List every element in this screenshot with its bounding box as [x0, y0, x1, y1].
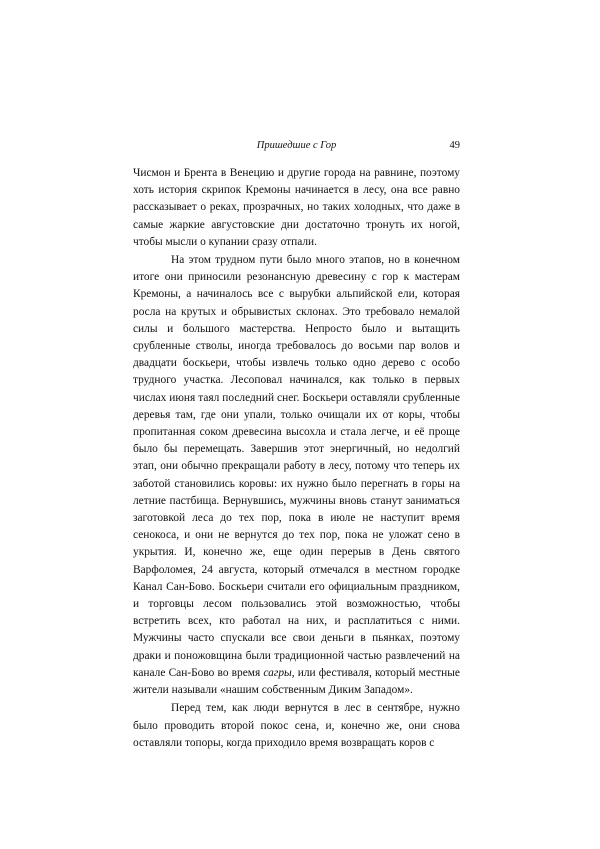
body-text: [133, 165, 460, 752]
paragraph-1: Чисмон и Брента в Венецию и другие города на равнине, поэтому хоть история скрипок Кремоны начинается в лесу, она все равно рассказывает о реках, прозрачных, но таких холодных, что даже в самые жаркие августовские дни достаточно тронуть их ногой, чтобы мысли о купании сразу отпали.: [133, 167, 460, 248]
running-title: Пришедшие с Гор: [256, 140, 337, 151]
paragraph-2: [133, 252, 460, 699]
paragraph-2-italic-term: сагры,: [263, 666, 295, 679]
paragraph-2-text-after: или фестиваля, который местные жители называли «нашим собственным Диким Западом».: [133, 666, 460, 697]
page-number: 49: [449, 140, 460, 151]
page-header: [133, 140, 460, 156]
paragraph-2-text-before: На этом трудном пути было много этапов, но в конечном итоге они приносили резонансную древесину с гор к мастерам Кремоны, а начиналось все с вырубки альпийской ели, которая росла на крутых и обрывистых склонах. Это требовало немалой силы и большого мастерства. Непросто было и вытащить срубленные стволы, иногда требовалось до восьми пар волов и двадцати боскьери, чтобы извлечь только одно дерево с особо трудного участка. Лесоповал начинался, как только в первых числах июня таял последний снег. Боскьери оставляли срубленные деревья там, где они упали, только очищали их от коры, чтобы пропитанная соком древесина высохла и стала легче, и её проще было бы перемещать. Завершив этот энергичный, но недолгий этап, они обычно прекращали работу в лесу, потому что теперь их заботой становились коровы: их нужно было перегнать в горы на летние пастбища. Вернувшись, мужчины вновь станут заниматься заготовкой леса до тех пор, пока в июле не наступит время сенокоса, и они не вернутся до тех пор, пока не уложат сено в укрытия. И, конечно же, еще один перерыв в День святого Варфоломея, 24 августа, который отмечался в местном городке Канал Сан-Бово. Боскьери считали его официальным праздником, и торговцы лесом пользовались этой возможностью, чтобы встретить всех, кто работал на них, и расплатиться с ними. Мужчины часто спускали все свои деньги в пьянках, поэтому драки и поножовщина были традиционной частью развлечений на канале Сан-Бово во время: [133, 254, 460, 679]
paragraph-3: Перед тем, как люди вернутся в лес в сентябре, нужно было проводить второй покос сена, и, конечно же, они снова оставляли топоры, когда приходило время возвращать коров с: [133, 702, 460, 749]
